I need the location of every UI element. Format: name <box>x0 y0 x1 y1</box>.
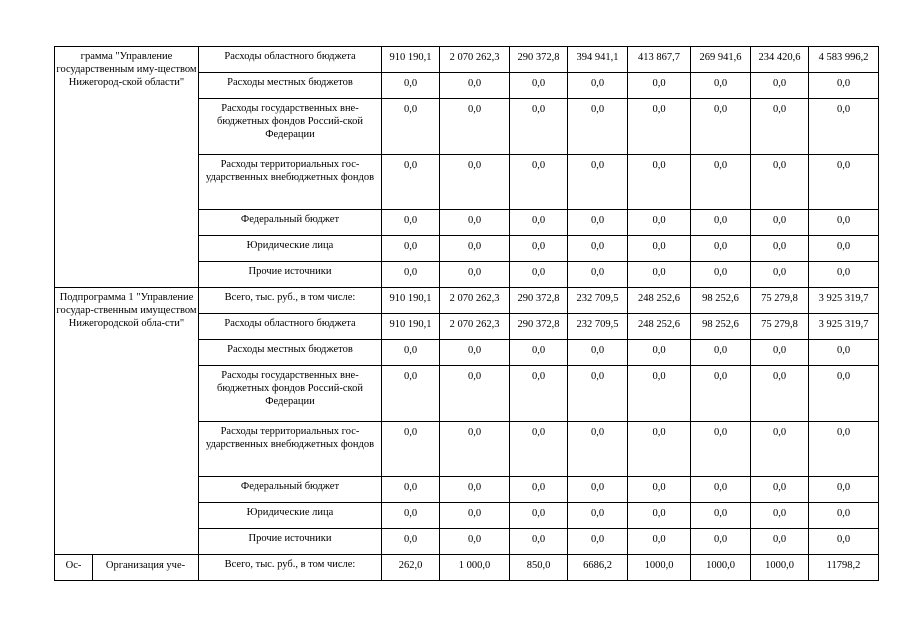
value-cell: 0,0 <box>751 236 809 262</box>
value-cell: 0,0 <box>628 155 691 210</box>
value-cell: 0,0 <box>510 155 568 210</box>
value-cell: 0,0 <box>691 366 751 422</box>
value-cell: 0,0 <box>628 529 691 555</box>
value-cell: 0,0 <box>382 340 440 366</box>
value-cell: 290 372,8 <box>510 314 568 340</box>
value-cell: 0,0 <box>440 503 510 529</box>
value-cell: 290 372,8 <box>510 288 568 314</box>
value-cell: 0,0 <box>691 529 751 555</box>
value-cell: 290 372,8 <box>510 47 568 73</box>
value-cell: 0,0 <box>440 477 510 503</box>
program-title: грамма "Управление государственным иму-ществом Нижегород-ской области" <box>55 47 199 288</box>
value-cell: 910 190,1 <box>382 288 440 314</box>
value-cell: 0,0 <box>568 73 628 99</box>
value-cell: 0,0 <box>568 155 628 210</box>
value-cell: 11798,2 <box>809 555 879 581</box>
value-cell: 0,0 <box>809 422 879 477</box>
value-cell: 413 867,7 <box>628 47 691 73</box>
value-cell: 0,0 <box>440 73 510 99</box>
value-cell: 0,0 <box>751 262 809 288</box>
value-cell: 0,0 <box>440 236 510 262</box>
value-cell: 0,0 <box>809 99 879 155</box>
value-cell: 2 070 262,3 <box>440 314 510 340</box>
value-cell: 0,0 <box>382 529 440 555</box>
funding-source-label: Прочие источники <box>199 262 382 288</box>
value-cell: 0,0 <box>691 73 751 99</box>
table-row <box>55 555 879 581</box>
funding-source-label: Расходы территориальных гос-ударственных внебюджетных фондов <box>199 155 382 210</box>
value-cell: 75 279,8 <box>751 288 809 314</box>
value-cell: 0,0 <box>691 262 751 288</box>
value-cell: 0,0 <box>440 99 510 155</box>
value-cell: 248 252,6 <box>628 314 691 340</box>
value-cell: 0,0 <box>440 422 510 477</box>
value-cell: 0,0 <box>751 503 809 529</box>
value-cell: 0,0 <box>510 503 568 529</box>
value-cell: 0,0 <box>751 529 809 555</box>
value-cell: 0,0 <box>809 73 879 99</box>
value-cell: 0,0 <box>568 210 628 236</box>
value-cell: 394 941,1 <box>568 47 628 73</box>
funding-source-label: Юридические лица <box>199 236 382 262</box>
value-cell: 0,0 <box>568 422 628 477</box>
value-cell: 0,0 <box>809 236 879 262</box>
value-cell: 3 925 319,7 <box>809 314 879 340</box>
value-cell: 0,0 <box>628 366 691 422</box>
value-cell: 0,0 <box>628 73 691 99</box>
table-row <box>55 47 879 73</box>
value-cell: 0,0 <box>691 210 751 236</box>
funding-source-label: Всего, тыс. руб., в том числе: <box>199 288 382 314</box>
value-cell: 0,0 <box>691 340 751 366</box>
value-cell: 0,0 <box>751 99 809 155</box>
value-cell: 0,0 <box>751 422 809 477</box>
value-cell: 0,0 <box>510 366 568 422</box>
value-cell: 0,0 <box>628 236 691 262</box>
funding-source-label: Всего, тыс. руб., в том числе: <box>199 555 382 581</box>
value-cell: 0,0 <box>751 477 809 503</box>
value-cell: 4 583 996,2 <box>809 47 879 73</box>
value-cell: 0,0 <box>751 366 809 422</box>
value-cell: 910 190,1 <box>382 314 440 340</box>
value-cell: 0,0 <box>510 422 568 477</box>
value-cell: 0,0 <box>440 529 510 555</box>
value-cell: 0,0 <box>510 236 568 262</box>
funding-source-label: Юридические лица <box>199 503 382 529</box>
value-cell: 0,0 <box>809 366 879 422</box>
value-cell: 0,0 <box>568 477 628 503</box>
value-cell: 0,0 <box>628 262 691 288</box>
funding-source-label: Федеральный бюджет <box>199 477 382 503</box>
value-cell: 232 709,5 <box>568 288 628 314</box>
value-cell: 232 709,5 <box>568 314 628 340</box>
value-cell: 0,0 <box>382 210 440 236</box>
value-cell: 0,0 <box>510 262 568 288</box>
value-cell: 1 000,0 <box>440 555 510 581</box>
value-cell: 0,0 <box>809 262 879 288</box>
value-cell: 0,0 <box>440 210 510 236</box>
value-cell: 0,0 <box>568 503 628 529</box>
value-cell: 0,0 <box>510 99 568 155</box>
value-cell: 75 279,8 <box>751 314 809 340</box>
value-cell: 0,0 <box>382 422 440 477</box>
funding-source-label: Расходы государственных вне-бюджетных фондов Россий-ской Федерации <box>199 99 382 155</box>
value-cell: 0,0 <box>510 340 568 366</box>
value-cell: 248 252,6 <box>628 288 691 314</box>
value-cell: 0,0 <box>568 340 628 366</box>
value-cell: 0,0 <box>809 529 879 555</box>
value-cell: 0,0 <box>510 477 568 503</box>
table-row <box>55 288 879 314</box>
value-cell: 850,0 <box>510 555 568 581</box>
value-cell: 0,0 <box>691 422 751 477</box>
value-cell: 2 070 262,3 <box>440 288 510 314</box>
value-cell: 0,0 <box>440 262 510 288</box>
value-cell: 0,0 <box>568 262 628 288</box>
value-cell: 98 252,6 <box>691 288 751 314</box>
value-cell: 0,0 <box>382 477 440 503</box>
value-cell: 262,0 <box>382 555 440 581</box>
value-cell: 0,0 <box>809 477 879 503</box>
value-cell: 234 420,6 <box>751 47 809 73</box>
value-cell: 0,0 <box>751 340 809 366</box>
value-cell: 0,0 <box>628 503 691 529</box>
value-cell: 0,0 <box>809 210 879 236</box>
value-cell: 0,0 <box>440 366 510 422</box>
value-cell: 1000,0 <box>628 555 691 581</box>
program-title: Подпрограмма 1 "Управление государ-ственным имуществом Нижегородской обла-сти" <box>55 288 199 555</box>
value-cell: 0,0 <box>510 73 568 99</box>
value-cell: 910 190,1 <box>382 47 440 73</box>
value-cell: 0,0 <box>382 236 440 262</box>
value-cell: 0,0 <box>628 477 691 503</box>
value-cell: 0,0 <box>691 99 751 155</box>
value-cell: 0,0 <box>751 155 809 210</box>
value-cell: 0,0 <box>440 340 510 366</box>
value-cell: 0,0 <box>628 99 691 155</box>
funding-source-label: Расходы областного бюджета <box>199 47 382 73</box>
funding-source-label: Расходы местных бюджетов <box>199 73 382 99</box>
value-cell: 1000,0 <box>691 555 751 581</box>
row-code: Ос- <box>55 555 93 581</box>
funding-source-label: Федеральный бюджет <box>199 210 382 236</box>
funding-source-label: Расходы местных бюджетов <box>199 340 382 366</box>
value-cell: 0,0 <box>691 503 751 529</box>
value-cell: 269 941,6 <box>691 47 751 73</box>
value-cell: 0,0 <box>691 477 751 503</box>
value-cell: 0,0 <box>628 210 691 236</box>
value-cell: 0,0 <box>568 236 628 262</box>
value-cell: 0,0 <box>510 210 568 236</box>
value-cell: 0,0 <box>628 340 691 366</box>
funding-source-label: Расходы территориальных гос-ударственных внебюджетных фондов <box>199 422 382 477</box>
value-cell: 0,0 <box>568 529 628 555</box>
value-cell: 0,0 <box>382 262 440 288</box>
value-cell: 0,0 <box>628 422 691 477</box>
value-cell: 0,0 <box>809 340 879 366</box>
funding-source-label: Прочие источники <box>199 529 382 555</box>
value-cell: 0,0 <box>691 155 751 210</box>
row-name: Организация уче- <box>93 555 199 581</box>
value-cell: 98 252,6 <box>691 314 751 340</box>
value-cell: 6686,2 <box>568 555 628 581</box>
value-cell: 0,0 <box>568 99 628 155</box>
value-cell: 0,0 <box>382 503 440 529</box>
value-cell: 0,0 <box>382 73 440 99</box>
value-cell: 0,0 <box>809 503 879 529</box>
budget-table <box>54 46 879 581</box>
value-cell: 0,0 <box>382 99 440 155</box>
value-cell: 0,0 <box>691 236 751 262</box>
value-cell: 0,0 <box>809 155 879 210</box>
value-cell: 0,0 <box>568 366 628 422</box>
value-cell: 0,0 <box>440 155 510 210</box>
value-cell: 0,0 <box>751 73 809 99</box>
value-cell: 3 925 319,7 <box>809 288 879 314</box>
funding-source-label: Расходы областного бюджета <box>199 314 382 340</box>
value-cell: 0,0 <box>382 155 440 210</box>
value-cell: 1000,0 <box>751 555 809 581</box>
value-cell: 0,0 <box>510 529 568 555</box>
value-cell: 0,0 <box>751 210 809 236</box>
value-cell: 0,0 <box>382 366 440 422</box>
value-cell: 2 070 262,3 <box>440 47 510 73</box>
funding-source-label: Расходы государственных вне-бюджетных фондов Россий-ской Федерации <box>199 366 382 422</box>
